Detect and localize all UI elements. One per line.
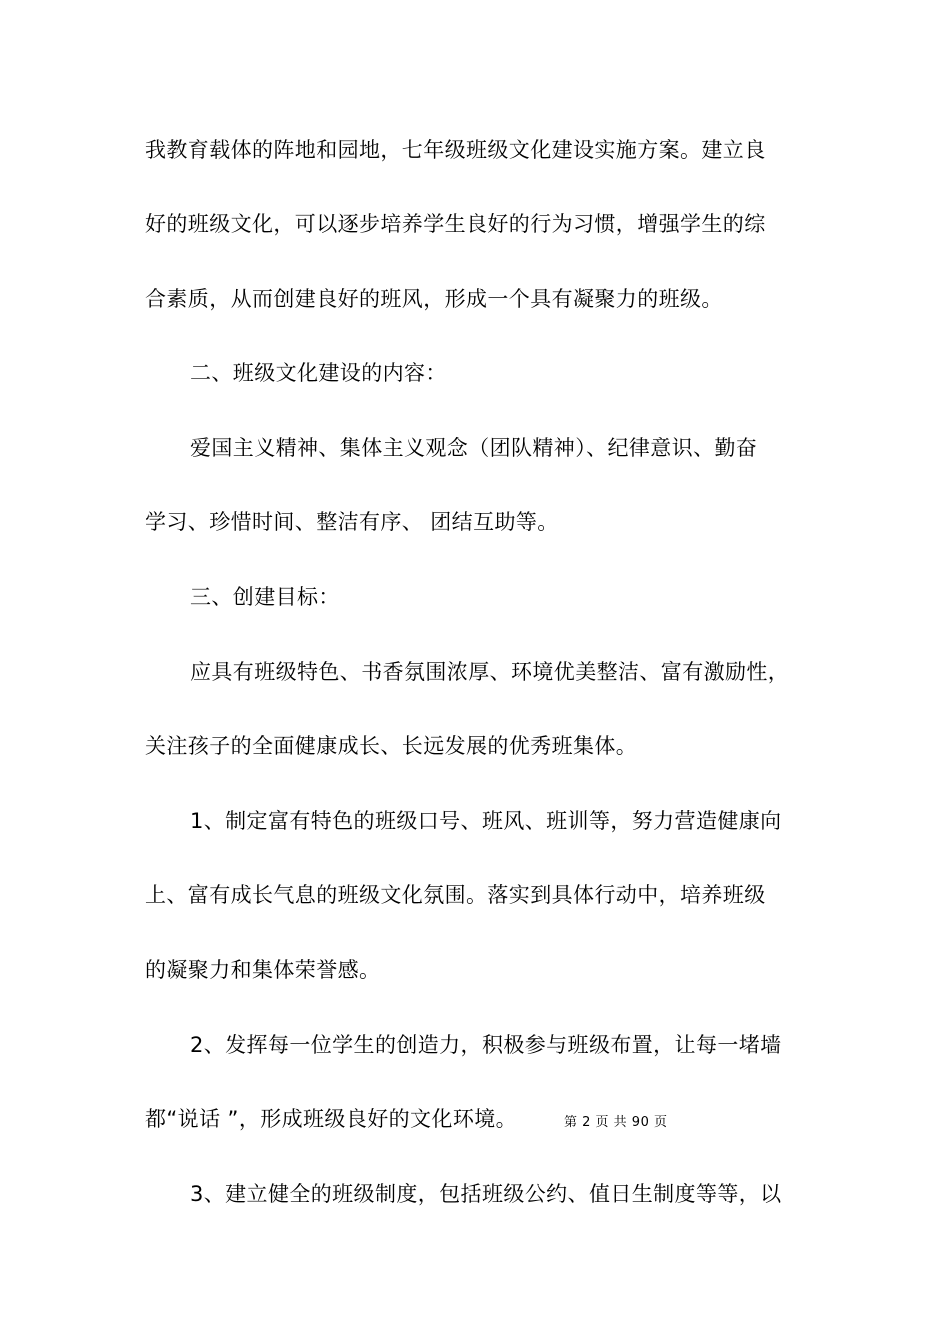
list-item-line: 的凝聚力和集体荣誉感。 <box>145 958 381 982</box>
section-heading: 三、创建目标： <box>190 585 340 609</box>
list-item-line: 上、富有成长气息的班级文化氛围。落实到具体行动中，培养班级 <box>145 883 766 907</box>
paragraph-line: 爱国主义精神、集体主义观念（团队精神）、纪律意识、勤奋 <box>190 436 758 460</box>
list-item-line: 都“说话 ”，形成班级良好的文化环境。 <box>145 1107 518 1131</box>
paragraph-line: 学习、珍惜时间、整洁有序、 团结互助等。 <box>145 510 559 534</box>
paragraph-line: 我教育载体的阵地和园地，七年级班级文化建设实施方案。建立良 <box>145 138 766 162</box>
page-number-footer: 第 2 页 共 90 页 <box>564 1115 668 1130</box>
section-heading: 二、班级文化建设的内容： <box>190 361 447 385</box>
list-item-line: 1、制定富有特色的班级口号、班风、班训等，努力营造健康向 <box>190 809 782 833</box>
paragraph-line: 合素质，从而创建良好的班风，形成一个具有凝聚力的班级。 <box>145 287 723 311</box>
paragraph-line: 关注孩子的全面健康成长、长远发展的优秀班集体。 <box>145 734 638 758</box>
paragraph-line: 应具有班级特色、书香氛围浓厚、环境优美整洁、富有激励性， <box>190 660 790 684</box>
list-item-line: 2、发挥每一位学生的创造力，积极参与班级布置，让每一堵墙 <box>190 1033 782 1057</box>
list-item-line: 3、建立健全的班级制度，包括班级公约、值日生制度等等，以 <box>190 1182 782 1206</box>
paragraph-line: 好的班级文化，可以逐步培养学生良好的行为习惯，增强学生的综 <box>145 212 766 236</box>
